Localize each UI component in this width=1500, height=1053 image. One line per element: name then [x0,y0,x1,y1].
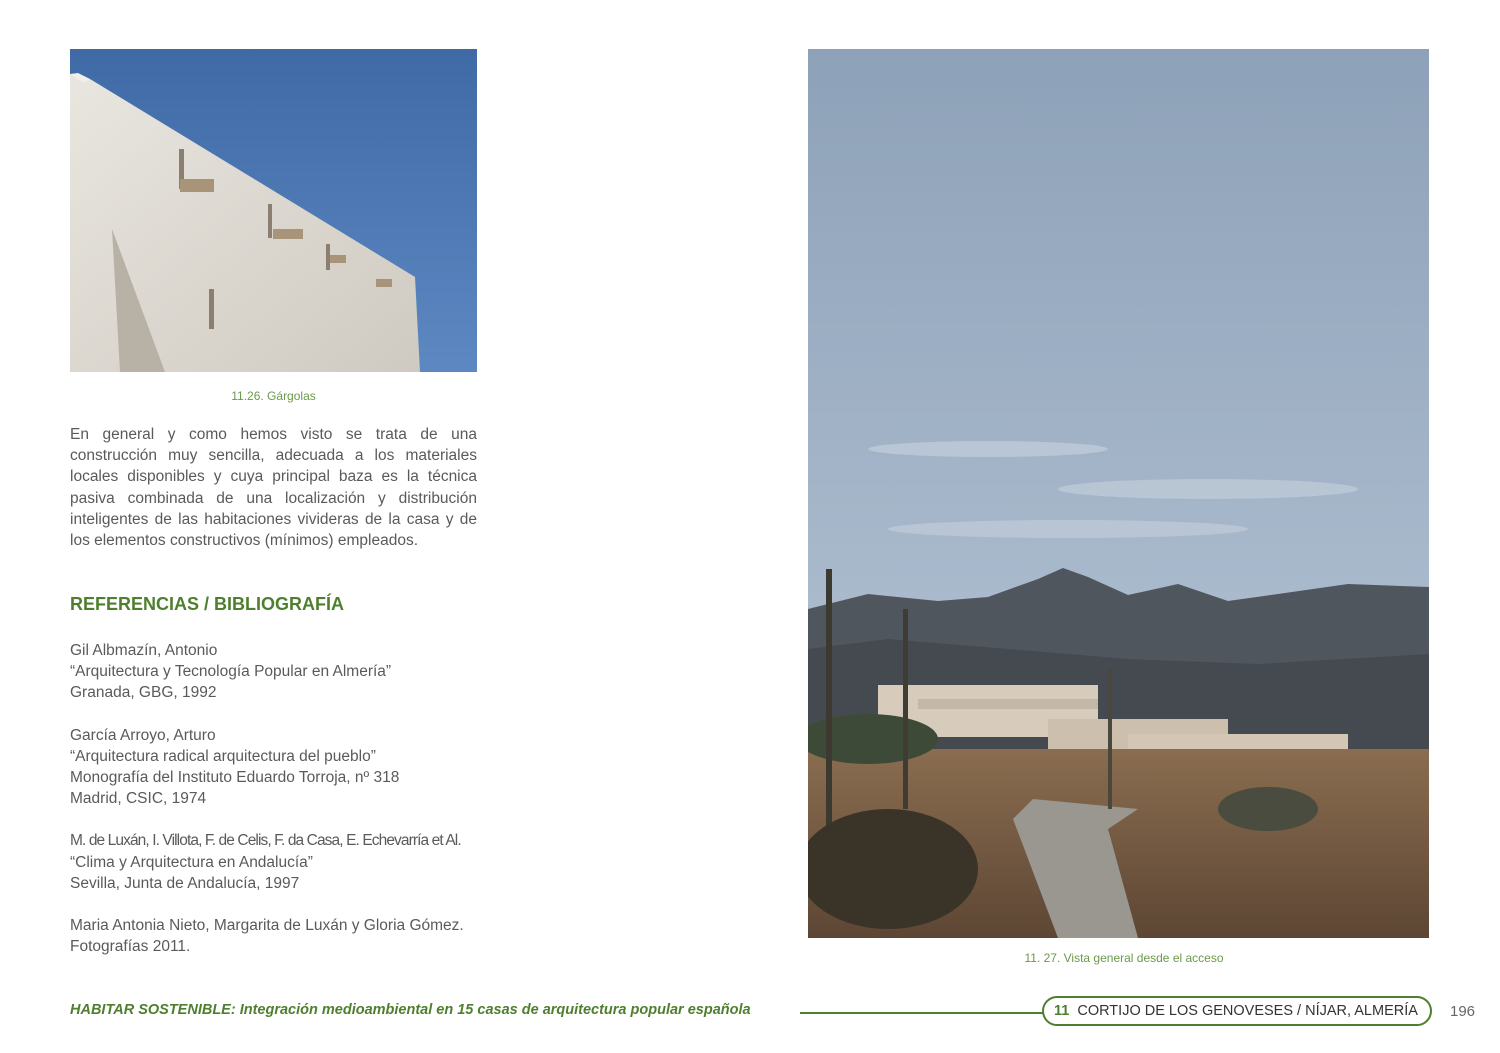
reference-line: Gil Albmazín, Antonio [70,642,218,659]
reference-line: Sevilla, Junta de Andalucía, 1997 [70,874,300,892]
body-paragraph: En general y como hemos visto se trata de una construcción muy sencilla, adecuada a los materiales locales disponibles y cuya principal baza es la técnica pasiva combinada de una localización y distribución inteligentes de las habitaciones vivideras de la casa y de los elementos constructivos (mínimos) empleados. [70,426,477,550]
references-list [70,640,490,978]
reference-line: “Arquitectura radical arquitectura del pueblo” [70,747,376,765]
chapter-badge [1042,996,1432,1026]
reference-line: Granada, GBG, 1992 [70,684,217,702]
chapter-title: CORTIJO DE LOS GENOVESES / NÍJAR, ALMERÍA [1077,1003,1418,1019]
reference-line: García Arroyo, Arturo [70,726,216,744]
book-title: HABITAR SOSTENIBLE: Integración medioambiental en 15 casas de arquitectura popular española [70,1002,751,1018]
gargolas-photo [70,49,477,372]
reference-entry [70,915,490,957]
reference-line: Fotografías 2011. [70,938,191,956]
reference-line: Monografía del Instituto Eduardo Torroja, nº 318 [70,769,400,787]
footer-divider [800,1012,1044,1014]
reference-line: M. de Luxán, I. Villota, F. de Celis, F. da Casa, E. Echevarría et Al. [70,832,461,850]
reference-entry [70,725,490,810]
figure-caption: 11. 27. Vista general desde el acceso [1024,951,1224,965]
chapter-number: 11 [1054,1003,1070,1019]
reference-entry [70,640,490,704]
reference-line: “Clima y Arquitectura en Andalucía” [70,853,313,871]
reference-line: Madrid, CSIC, 1974 [70,790,207,808]
figure-caption: 11.26. Gárgolas [231,389,316,403]
reference-line: “Arquitectura y Tecnología Popular en Almería” [70,663,392,681]
page-number: 196 [1450,1003,1476,1020]
reference-entry [70,830,490,894]
vista-general-photo [808,49,1429,938]
references-heading: REFERENCIAS / BIBLIOGRAFÍA [70,594,345,614]
reference-line: Maria Antonia Nieto, Margarita de Luxán y Gloria Gómez. [70,917,464,935]
